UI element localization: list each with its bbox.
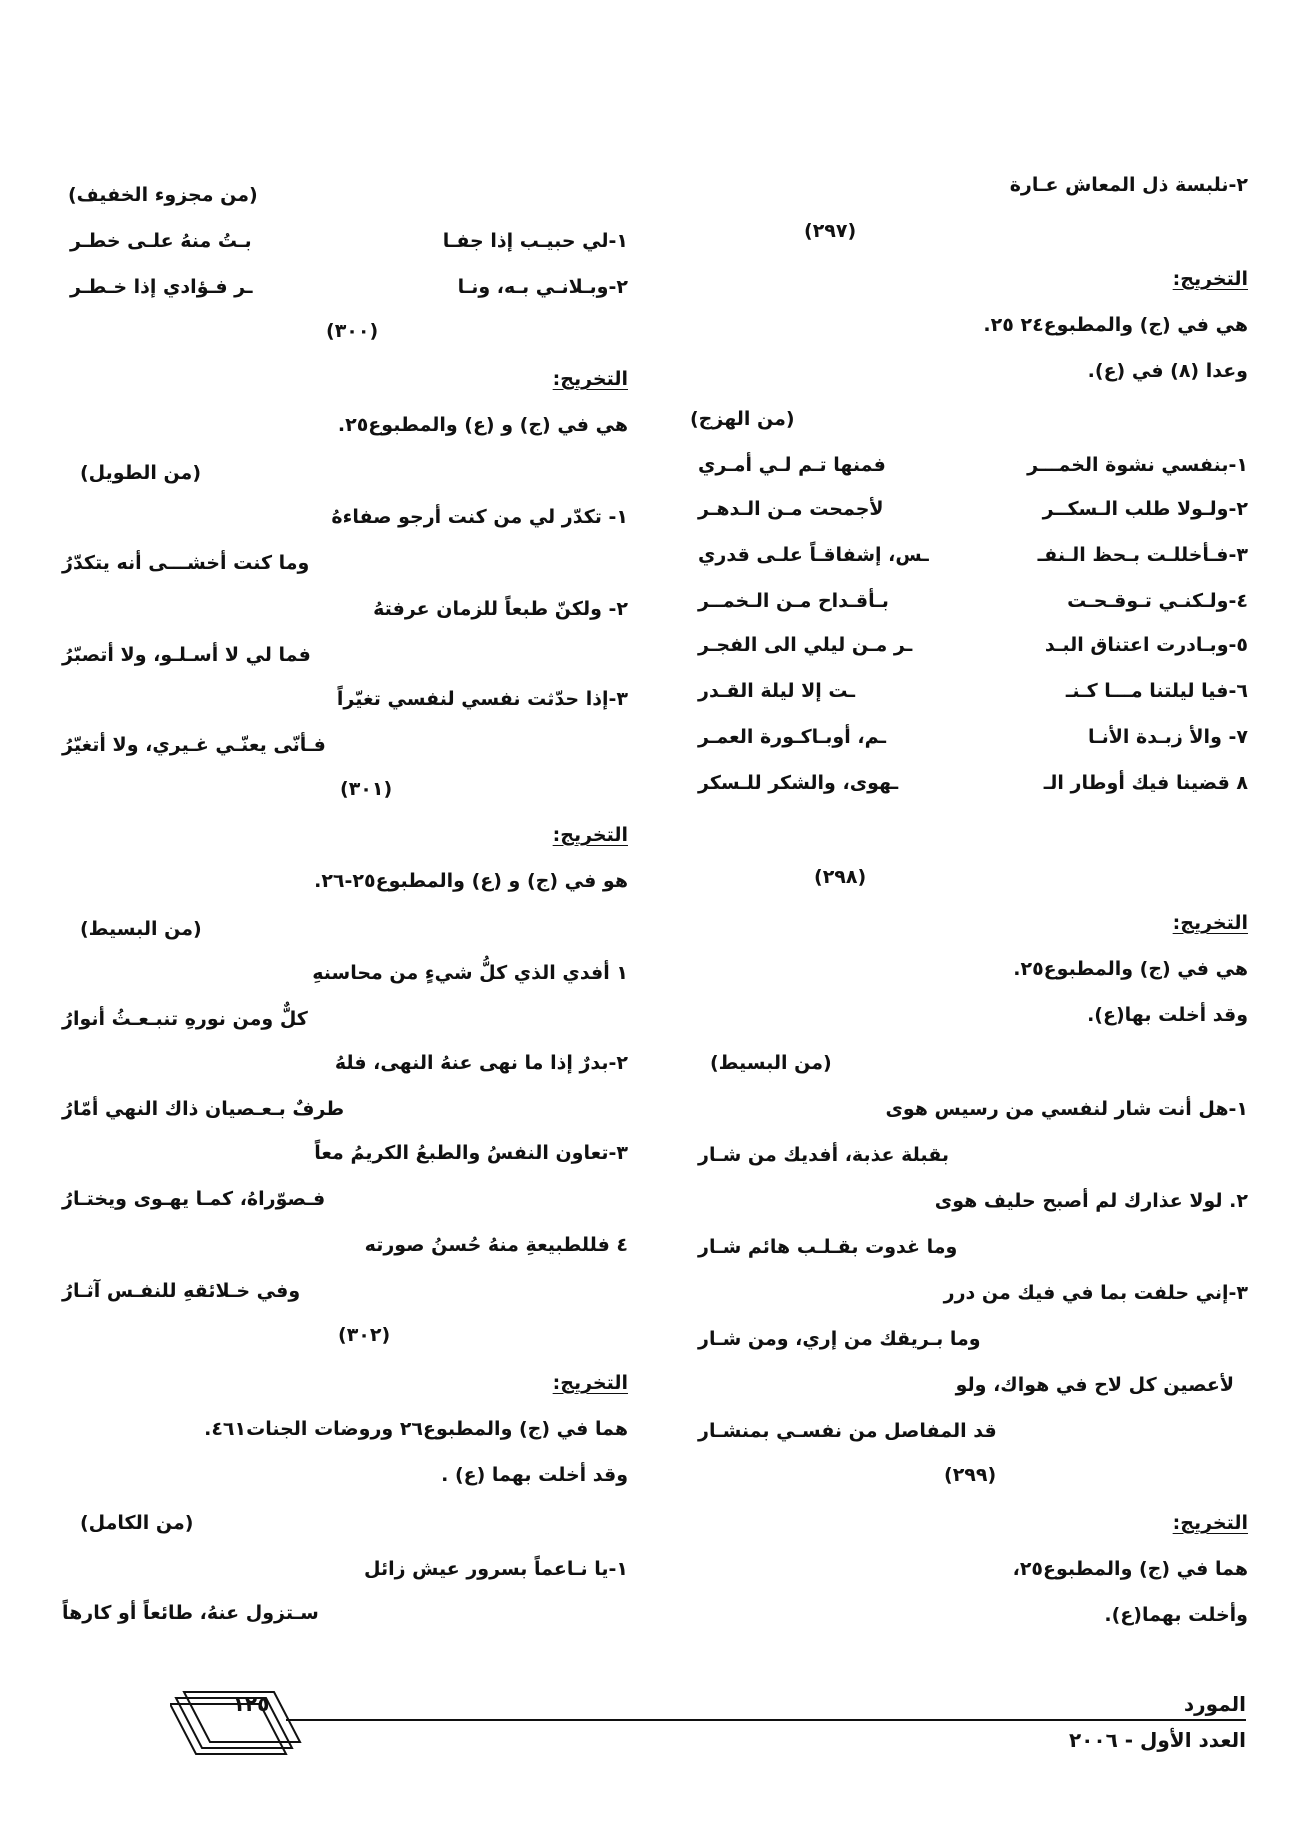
- paragraph: هما في (ج) والمطبوع٢٦ وروضات الجنات٤٦١.: [204, 1418, 628, 1440]
- verse-line: ٤ فللطبيعةِ منهُ حُسنُ صورته: [364, 1234, 628, 1256]
- verse-line: ٣-إذا حدّثت نفسي لنفسي تغيّراً: [336, 688, 628, 710]
- verse-line: ٣-إني حلفت بما في فيك من درر: [943, 1282, 1248, 1304]
- meter-label: (من الطويل): [80, 462, 202, 484]
- verse-line: ١ أفدي الذي كلُّ شيءٍ من محاسنهِ: [312, 962, 628, 984]
- meter-label: (من الهزج): [690, 408, 795, 430]
- magazine-name: المورد: [1183, 1692, 1246, 1716]
- verse-second-half: ـر فـؤادي إذا خـطـر: [70, 276, 253, 298]
- verse-first-half: ٢-وبـلانـي بـه، ونـا: [457, 276, 628, 298]
- paragraph: هو في (ج) و (ع) والمطبوع٢٥-٢٦.: [314, 870, 628, 892]
- verse-second-half: لأجمحت مـن الـدهـر: [698, 498, 884, 520]
- paragraph: هي في (ج) والمطبوع٢٥.: [1013, 958, 1248, 980]
- verse-line: ١-هل أنت شار لنفسي من رسيس هوى: [885, 1098, 1248, 1120]
- paragraph: هي في (ج) والمطبوع٢٤ ٢٥.: [983, 314, 1248, 336]
- verse-line: كلٌّ ومن نورهِ تنبـعـثُ أنوارُ: [62, 1008, 308, 1030]
- verse-second-half: بـتُ منهُ علـى خطـر: [70, 230, 252, 252]
- verse-line: ٢-بدرٌ إذا ما نهى عنهُ النهى، فلهُ: [334, 1052, 628, 1074]
- section-heading: التخريج:: [552, 368, 628, 390]
- verse-line: سـتزول عنهُ، طائعاً أو كارهاً: [62, 1602, 319, 1624]
- verse-line: وما بـريقك من إري، ومن شـار: [698, 1328, 981, 1350]
- verse-second-half: ـم، أوبـاكـورة العمـر: [698, 726, 886, 748]
- poem-number: (٣٠٢): [338, 1324, 391, 1346]
- paragraph: وأخلت بهما(ع).: [1104, 1604, 1248, 1626]
- issue-label: العدد الأول - ٢٠٠٦: [1068, 1728, 1246, 1752]
- meter-label: (من مجزوء الخفيف): [68, 184, 258, 206]
- section-heading: التخريج:: [552, 824, 628, 846]
- section-heading: التخريج:: [552, 1372, 628, 1394]
- meter-label: (من الكامل): [80, 1512, 194, 1534]
- verse-second-half: ـر مـن ليلي الى الفجـر: [698, 634, 913, 656]
- verse-line: ٣-تعاون النفسُ والطبعُ الكريمُ معاً: [314, 1142, 628, 1164]
- verse-line: ١-يا نـاعماً بسرور عيش زائل: [363, 1558, 628, 1580]
- verse-first-half: ٧- والأ زبـدة الأنـا: [1088, 726, 1248, 748]
- section-heading: التخريج:: [1172, 268, 1248, 290]
- section-heading: التخريج:: [1172, 1512, 1248, 1534]
- poem-number: (٢٩٩): [944, 1464, 997, 1486]
- page-number: ١٢٥: [232, 1692, 270, 1716]
- paragraph: هي في (ج) و (ع) والمطبوع٢٥.: [337, 414, 628, 436]
- verse-first-half: ٣-فـأخللـت بـحظ الـنفـ: [1037, 544, 1248, 566]
- verse-line: وفي خـلائقهِ للنفـس آثـارُ: [62, 1280, 301, 1302]
- poem-number: (٣٠٠): [326, 320, 379, 342]
- verse-line: فـأنّى يعنّـي غـيري، ولا أتغيّرُ: [62, 734, 326, 756]
- poem-number: (٢٩٧): [804, 220, 857, 242]
- verse-second-half: فمنها تـم لـي أمـري: [698, 454, 886, 476]
- paragraph: هما في (ج) والمطبوع٢٥،: [1012, 1558, 1248, 1580]
- meter-label: (من البسيط): [710, 1052, 832, 1074]
- verse-line: طرفٌ بـعـصيان ذاك النهي أمّارُ: [62, 1098, 345, 1120]
- verse-first-half: ٥-وبـادرت اعتناق البـد: [1044, 634, 1248, 656]
- verse-line: وما كنت أخشـــى أنه يتكدّرُ: [62, 552, 310, 574]
- verse-first-half: ٤-ولـكنـي تـوقـحـت: [1067, 590, 1248, 612]
- verse-line: فما لي لا أسـلـو، ولا أتصبّرُ: [62, 644, 311, 666]
- verse-line: ٢. لولا عذارك لم أصبح حليف هوى: [934, 1190, 1248, 1212]
- verse-line: بقبلة عذبة، أفديك من شـار: [698, 1144, 949, 1166]
- verse-first-half: ٦-فيا ليلتنا مـــا كـنـ: [1065, 680, 1248, 702]
- verse-line: ٢- ولكنّ طبعاً للزمان عرفتهُ: [373, 598, 628, 620]
- paragraph: وقد أخلت بهما (ع) .: [441, 1464, 628, 1486]
- verse-second-half: بـأقـداح مـن الـخمــر: [698, 590, 889, 612]
- verse-line: ١- تكدّر لي من كنت أرجو صفاءهُ: [331, 506, 628, 528]
- verse-first-half: ١-بنفسي نشوة الخمـــر: [1027, 454, 1248, 476]
- verse-second-half: ـهوى، والشكر للـسكر: [698, 772, 899, 794]
- verse-first-half: ١-لي حبيـب إذا جفـا: [442, 230, 628, 252]
- verse-line: فـصوّراهُ، كمـا يهـوى ويختـارُ: [62, 1188, 326, 1210]
- verse-line: قد المفاصل من نفسـي بمنشـار: [698, 1420, 997, 1442]
- paragraph: وعدا (٨) في (ع).: [1087, 360, 1248, 382]
- meter-label: (من البسيط): [80, 918, 202, 940]
- verse-line: وما غدوت بقـلـب هائم شـار: [698, 1236, 958, 1258]
- verse-line: لأعصين كل لاح في هواك، ولو: [955, 1374, 1234, 1396]
- verse-second-half: ـس، إشفاقـاً علـى قدري: [698, 544, 929, 566]
- poem-number: (٢٩٨): [814, 866, 867, 888]
- section-heading: التخريج:: [1172, 912, 1248, 934]
- page-footer: [170, 1684, 1246, 1780]
- verse-first-half: ٢-ولـولا طلب الـسكــر: [1042, 498, 1248, 520]
- verse-first-half: ٨ قضينا فيك أوطار الـ: [1043, 772, 1248, 794]
- paragraph: وقد أخلت بها(ع).: [1087, 1004, 1248, 1026]
- verse-line: ٢-نلبسة ذل المعاش عـارة: [1009, 174, 1248, 196]
- poem-number: (٣٠١): [340, 778, 393, 800]
- verse-second-half: ـت إلا ليلة القـدر: [698, 680, 856, 702]
